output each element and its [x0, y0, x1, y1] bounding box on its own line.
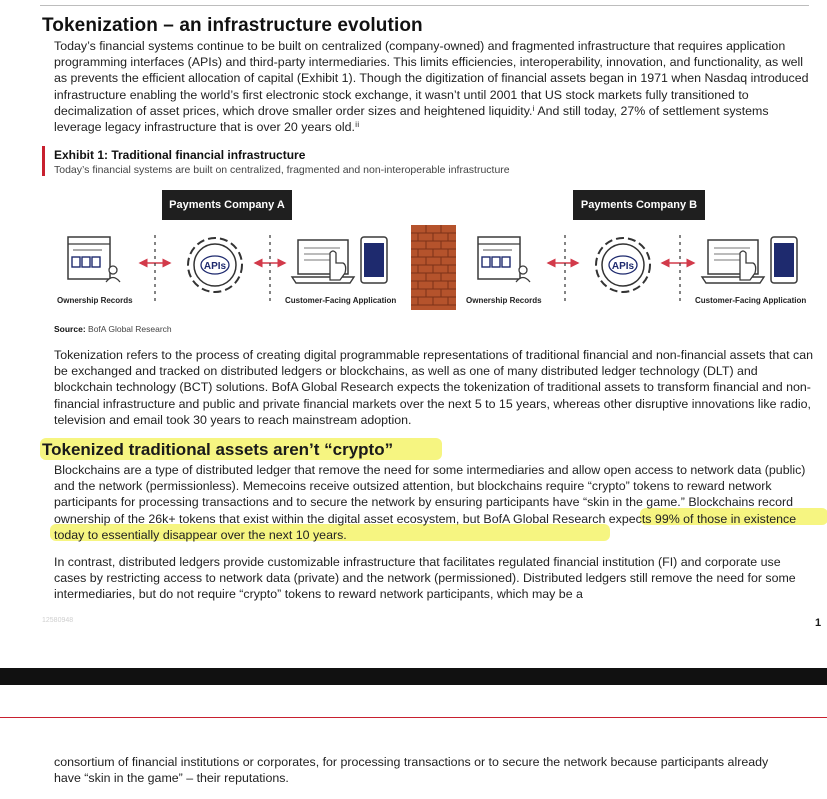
- payments-company-b-banner: Payments Company B: [573, 190, 705, 220]
- phone-icon-b: [771, 237, 797, 283]
- continuation-paragraph: consortium of financial institutions or corporates, for processing transactions or to secure the network because participants already have “skin in the game” – their reputations.: [54, 755, 769, 786]
- ownership-records-label-b: Ownership Records: [466, 296, 542, 305]
- blockchains-paragraph: Blockchains are a type of distributed ledger that remove the need for some intermediaries and allow open access to network data (public) and the network (permissionless). Memecoins receive outsized attention, but blockchains require “crypto” tokens to reward network participants for processing transactions and to secure the network by ensuring participants have “skin in the game.” Blockchains record ownership of the 26k+ tokens that exist within the digital asset ecosystem, but BofA Global Research expects 99% of those in existence today to essentially disappear over the next 10 years.: [54, 463, 806, 542]
- customer-app-label-b: Customer-Facing Application: [695, 296, 807, 305]
- tokenization-definition-paragraph: Tokenization refers to the process of creating digital programmable representations of traditional financial and non-financial assets that can be exchanged and tracked on distributed ledgers or blockchains, as well as one of many distributed ledger technology (DLT) and blockchain technology (BCT) solutions. BofA Global Research expects the tokenization of traditional assets to transform financial and non-financial infrastructure and public and private financial markets over the next 5 to 15 years, whereas other disruptive innovations like radio, television and email took 30 years to reach mainstream adoption.: [54, 348, 814, 427]
- top-rule: [40, 5, 809, 6]
- section-heading-not-crypto: Tokenized traditional assets aren’t “crypto”: [42, 440, 394, 459]
- infrastructure-diagram: [40, 185, 820, 320]
- ownership-records-icon-b: [478, 237, 530, 282]
- ownership-records-icon-a: [68, 237, 120, 282]
- next-page-header-rule: [0, 717, 827, 718]
- payments-company-a-banner: Payments Company A: [162, 190, 292, 220]
- brick-wall: [411, 225, 456, 310]
- distributed-ledgers-paragraph: In contrast, distributed ledgers provide customizable infrastructure that facilitates regulated financial institution (FI) and corporate use cases by restricting access to network data (private) and the network (permissioned). Distributed ledgers still remove the need for some intermediaries, but do not require “crypto” tokens to reward network participants, which may be a: [54, 555, 796, 602]
- ownership-records-label-a: Ownership Records: [57, 296, 133, 305]
- apis-label-b: APIs: [611, 261, 635, 272]
- phone-icon-a: [361, 237, 387, 283]
- laptop-icon-b: [702, 240, 764, 283]
- apis-label-a: APIs: [203, 261, 227, 272]
- exhibit-source: [54, 324, 172, 334]
- source-value: BofA Global Research: [88, 324, 172, 334]
- page-number: 1: [815, 617, 822, 629]
- document-id: 12580948: [42, 617, 74, 624]
- laptop-icon-a: [292, 240, 354, 283]
- exhibit-subtitle: Today’s financial systems are built on centralized, fragmented and non-interoperable infrastructure: [54, 164, 510, 176]
- gear-icon-b: [596, 238, 650, 292]
- intro-paragraph: Today’s financial systems continue to be built on centralized (company-owned) and fragmented infrastructure that requires application programming interfaces (APIs) and third-party intermediaries. This limits efficiencies, interoperability, innovation, and functionality, as well as prevents the efficient allocation of capital (Exhibit 1). Though the digitization of financial assets began in 1971 when Nasdaq introduced infrastructure enabling the world’s first electronic stock exchange, it wasn’t until 2001 that US stock markets fully transitioned to decimalization of asset prices, which drove smaller order sizes and heightened liquidity.ⁱ And still today, 27% of settlement systems leverage legacy infrastructure that is over 20 years old.ⁱⁱ: [54, 39, 809, 135]
- page-break-bar: [0, 668, 827, 685]
- exhibit-title: Exhibit 1: Traditional financial infrastructure: [54, 148, 306, 162]
- source-label: Source:: [54, 324, 86, 334]
- section-heading-tokenization: Tokenization – an infrastructure evolution: [42, 15, 423, 36]
- exhibit-accent-bar: [42, 146, 45, 176]
- customer-app-label-a: Customer-Facing Application: [285, 296, 397, 305]
- gear-icon-a: [188, 238, 242, 292]
